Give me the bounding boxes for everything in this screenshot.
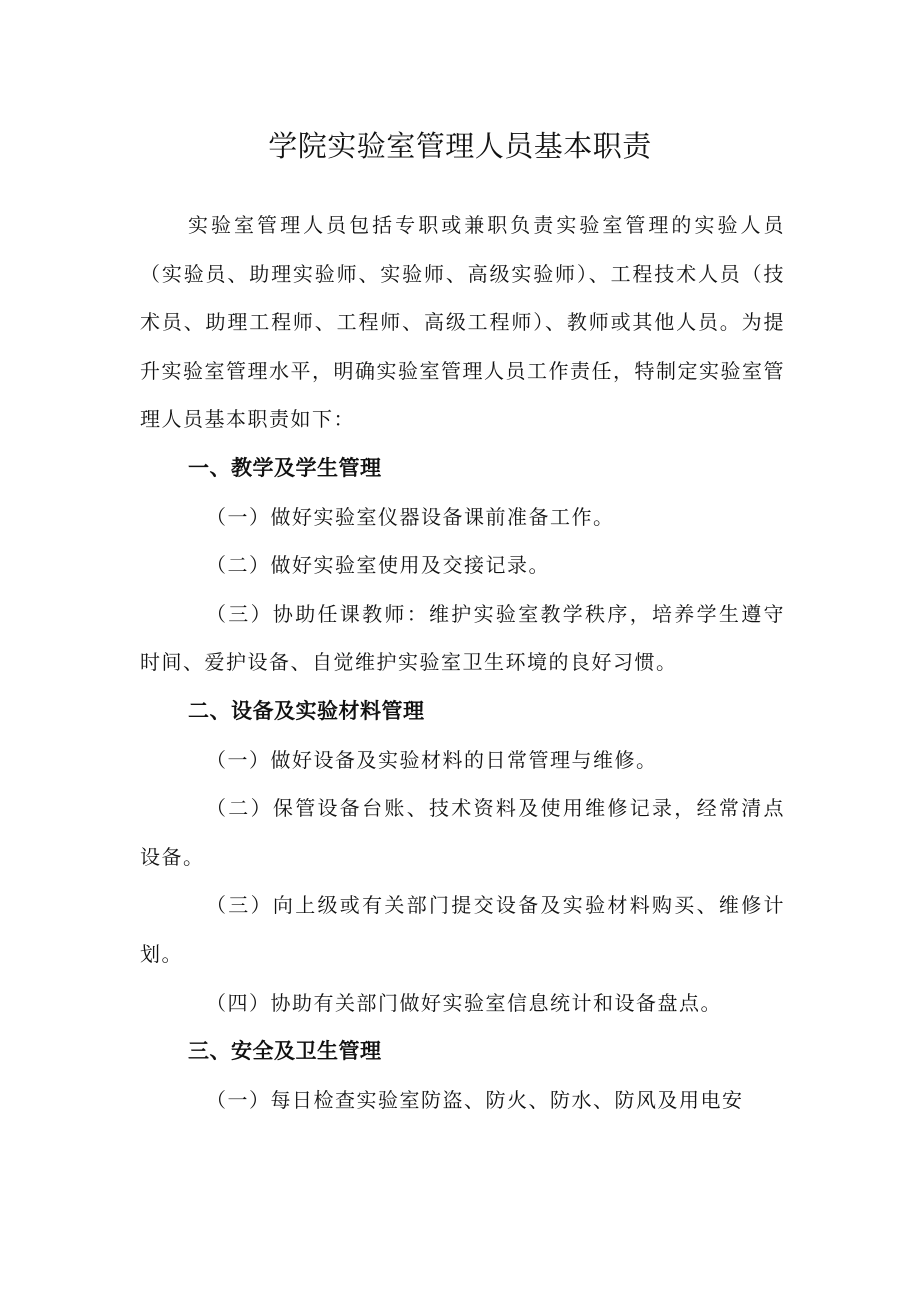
section-2-item-1: （一）做好设备及实验材料的日常管理与维修。: [206, 747, 658, 772]
section-3-item-1: （一）每日检查实验室防盗、防火、防水、防风及用电安: [206, 1087, 744, 1112]
intro-paragraph: 实验室管理人员包括专职或兼职负责实验室管理的实验人员（实验员、助理实验师、实验师、高级实验师）、工程技术人员（技术员、助理工程师、工程师、高级工程师）、教师或其他人员。为提升实验室管理水平，明确实验室管理人员工作责任，特制定实验室管理人员基本职责如下：: [140, 213, 785, 432]
section-heading-safety: 三、安全及卫生管理: [188, 1039, 382, 1064]
document-body: [140, 201, 785, 1124]
section-2-item-2: （二）保管设备台账、技术资料及使用维修记录，经常清点设备。: [140, 796, 785, 869]
section-1-item-3: （三）协助任课教师：维护实验室教学秩序，培养学生遵守时间、爱护设备、自觉维护实验室卫生环境的良好习惯。: [140, 601, 785, 675]
section-2-item-3: （三）向上级或有关部门提交设备及实验材料购买、维修计划。: [140, 893, 785, 966]
section-1-item-2: （二）做好实验室使用及交接记录。: [206, 553, 550, 578]
section-1-item-1: （一）做好实验室仪器设备课前准备工作。: [206, 504, 615, 529]
document-title: 学院实验室管理人员基本职责: [268, 129, 652, 163]
section-2-item-4: （四）协助有关部门做好实验室信息统计和设备盘点。: [206, 990, 722, 1015]
section-heading-equipment: 二、设备及实验材料管理: [188, 698, 425, 723]
section-heading-teaching: 一、教学及学生管理: [188, 455, 382, 480]
